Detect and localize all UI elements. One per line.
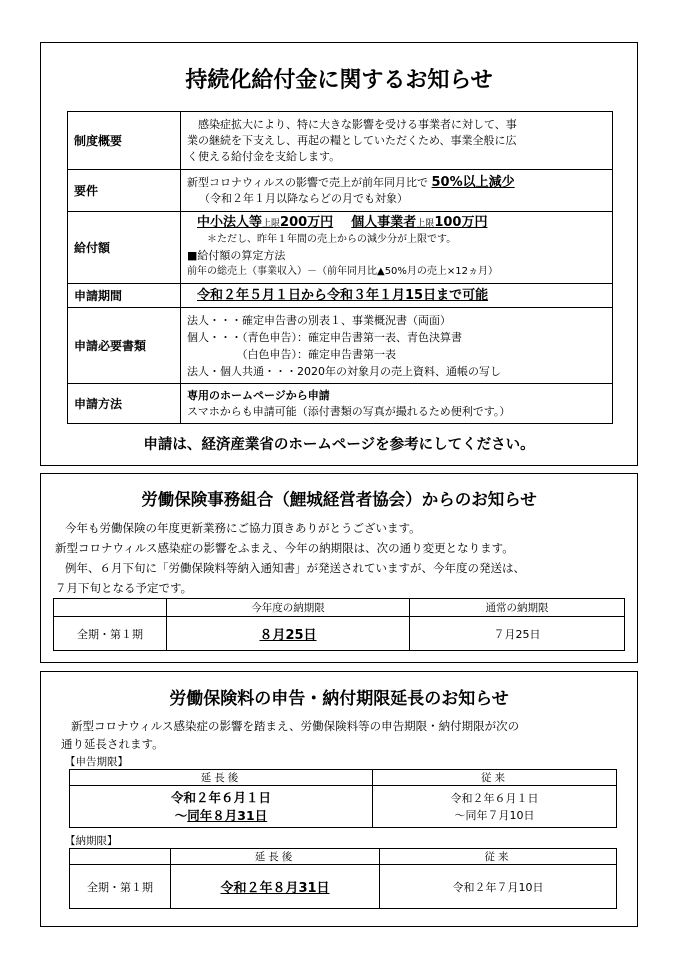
union-deadline-table [53, 598, 625, 651]
amount-text: 中小法人等上限200万円 個人事業者上限100万円 ＊ただし、昨年１年間の売上からの減少分が上限です。 ■給付額の算定方法 前年の総売上（事業収入）－（前年同月比▲50%月の売上×12ヵ月） [181, 212, 613, 284]
subsidy-footer: 申請は、経済産業省のホームページを参考にしてください。 [143, 437, 535, 453]
subsidy-title: 持続化給付金に関するお知らせ [185, 68, 493, 93]
documents-text: 法人・・・確定申告書の別表１、事業概況書（両面） 個人・・・（青色申告）：確定申告書第一表、青色決算書 （白色申告）：確定申告書第一表 法人・個人共通・・・2020年の対象月の売上資料、通帳の写し [181, 308, 613, 384]
union-title: 労働保険事務組合（鯉城経営者協会）からのお知らせ [141, 490, 537, 509]
filing-col-ext: 延長後 [70, 770, 373, 786]
label-method: 申請方法 [68, 384, 181, 424]
period-text: 令和２年５月１日から令和３年１月15日まで可能 [181, 284, 613, 308]
payment-col-prev: 従来 [380, 849, 617, 865]
label-documents: 申請必要書類 [68, 308, 181, 384]
filing-col-prev: 従来 [373, 770, 617, 786]
corp-value: 200万円 [280, 215, 334, 230]
ind-name: 個人事業者 [351, 215, 417, 230]
filing-prev: 令和２年６月１日 ～同年７月10日 [373, 786, 617, 828]
label-period: 申請期間 [68, 284, 181, 308]
this-year-deadline: ８月25日 [167, 617, 410, 651]
payment-ext: 令和２年８月31日 [171, 865, 380, 909]
label-overview: 制度概要 [68, 112, 181, 170]
union-paragraph-1: 今年も労働保険の年度更新業務にご協力頂きありがとうございます。 [65, 521, 421, 535]
col-normal: 通常の納期限 [410, 599, 625, 617]
subsidy-table [67, 111, 613, 424]
ind-value: 100万円 [434, 215, 488, 230]
extension-paragraph-2: 通り延長されます。 [61, 737, 164, 751]
label-amount: 給付額 [68, 212, 181, 284]
corp-name: 中小法人等 [197, 215, 263, 230]
payment-table [69, 848, 617, 909]
section-extension [40, 671, 638, 927]
payment-caption: 【納期限】 [65, 835, 118, 847]
union-paragraph-2: 新型コロナウィルス感染症の影響をふまえ、今年の納期限は、次の通り変更となります。 [55, 541, 514, 555]
filing-ext: 令和２年６月１日 ～同年８月31日 [70, 786, 373, 828]
overview-text: 感染症拡大により、特に大きな影響を受ける事業者に対して、事 業の継続を下支えし、再起の糧としていただくため、事業全般に広 く使える給付金を支給します。 [181, 112, 613, 170]
requirements-text: 新型コロナウィルスの影響で売上が前年同月比で 50%以上減少 （令和２年１月以降ならどの月でも対象） [181, 170, 613, 212]
method-text: 専用のホームページから申請 スマホからも申請可能（添付書類の写真が撮れるため便利です。） [181, 384, 613, 424]
col-this-year: 今年度の納期限 [167, 599, 410, 617]
union-paragraph-3: 例年、６月下旬に「労働保険料等納入通知書」が発送されていますが、今年度の発送は、 [65, 561, 525, 575]
extension-title: 労働保険料の申告・納付期限延長のお知らせ [169, 689, 509, 709]
section-labor-union [40, 473, 638, 663]
requirement-emphasis: 50%以上減少 [431, 174, 515, 190]
row-label: 全期・第１期 [54, 617, 167, 651]
payment-prev: 令和２年７月10日 [380, 865, 617, 909]
section-subsidy [40, 42, 638, 466]
payment-col-ext: 延長後 [171, 849, 380, 865]
extension-paragraph-1: 新型コロナウィルス感染症の影響を踏まえ、労働保険料等の申告期限・納付期限が次の [71, 719, 520, 733]
union-paragraph-4: ７月下旬となる予定です。 [55, 581, 193, 595]
filing-table [69, 769, 617, 828]
filing-caption: 【申告期限】 [65, 756, 128, 768]
label-requirements: 要件 [68, 170, 181, 212]
payment-row-label: 全期・第１期 [70, 865, 171, 909]
normal-deadline: ７月25日 [410, 617, 625, 651]
